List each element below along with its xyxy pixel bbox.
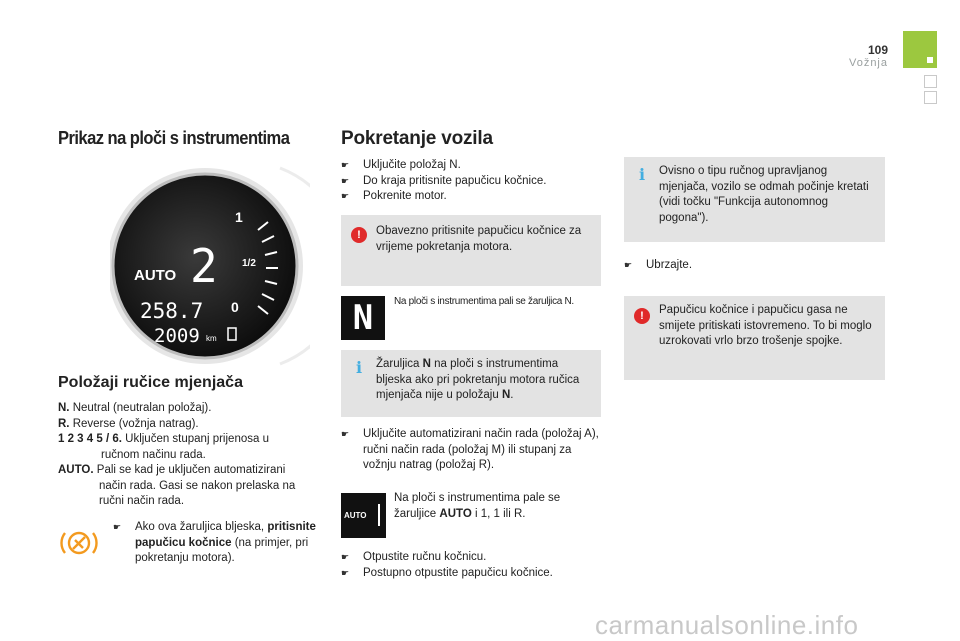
info-icon: i [638, 165, 646, 184]
nav-square [924, 91, 937, 104]
cluster-scale-half: 1/2 [242, 258, 256, 269]
brake-warning-text: ☛ Ako ova žaruljica bljeska, pritisnite papučicu kočnice (na primjer, pri pokretanju motora). [113, 520, 323, 567]
pedal-alert-text: Papučicu kočnice i papučicu gasa ne smijete pritiskati istovremeno. To bi moglo uzrokovati vrlo brzo trošenje spojke. [659, 304, 872, 347]
chapter-title: Vožnja [848, 57, 888, 69]
list-item: AUTO. Pali se kad je uključen automatizirani [58, 464, 286, 476]
list-item: ☛ Do kraja pritisnite papučicu kočnice. [341, 174, 601, 190]
list-item: N. Neutral (neutralan položaj). [58, 402, 212, 414]
watermark: carmanualsonline.info [595, 610, 859, 640]
info-icon: i [355, 358, 363, 377]
info-box-neutral [341, 350, 601, 417]
cluster-scale-0: 0 [231, 299, 239, 315]
pedal-alert-box [624, 296, 885, 380]
cluster-scale-1: 1 [235, 209, 243, 225]
start-steps [341, 158, 601, 205]
neutral-indicator-caption: Na ploči s instrumentima pali se žaruljica N. [394, 296, 574, 307]
warning-icon: ! [351, 227, 367, 243]
nav-square [924, 75, 937, 88]
brake-alert-text: Obavezno pritisnite papučicu kočnice za vrijeme pokretanja motora. [376, 225, 582, 253]
list-item: ručnom načinu rada. [101, 448, 206, 461]
accelerate-step: ☛ Ubrzajte. [624, 258, 884, 274]
neutral-indicator-image: N [341, 296, 385, 340]
cluster-gear-text: 2 [190, 239, 218, 293]
brake-alert-box [341, 215, 601, 286]
section-title-starting: Pokretanje vozila [341, 128, 493, 149]
page-number: 109 [867, 43, 888, 57]
list-item: 1 2 3 4 5 / 6. Uključen stupanj prijenosa u [58, 433, 269, 445]
list-item: način rada. Gasi se nakon prelaska na [99, 479, 296, 492]
brake-warning-icon [59, 527, 99, 559]
list-item: ☛ Postupno otpustite papučicu kočnice. [341, 566, 601, 582]
auto-indicator-image: AUTO [341, 493, 386, 538]
list-item: R. Reverse (vožnja natrag). [58, 417, 199, 430]
auto-indicator-caption: Na ploči s instrumentima pale se žaruljice AUTO i 1, 1 ili R. [394, 492, 561, 520]
release-steps [341, 550, 601, 581]
cluster-trip-text: 258.7 [140, 299, 204, 323]
subsection-gear-positions: Položaji ručice mjenjača [58, 374, 243, 391]
warning-icon: ! [634, 308, 650, 324]
section-title-dashboard: Prikaz na ploči s instrumentima [58, 128, 290, 148]
list-item: ručni način rada. [99, 495, 185, 507]
cluster-odo-text: 2009 [154, 325, 200, 347]
info-autonomous-text: Ovisno o tipu ručnog upravljanog mjenjača, vozilo se odmah počinje kretati (vidi točku "Funkcija autonomnog pogona"). [659, 165, 869, 224]
auto-mode-step: ☛ Uključite automatizirani način rada (položaj A), ručni način rada (položaj M) ili stupanj za vožnju natrag (položaj R). [341, 427, 603, 474]
list-item: ☛ Otpustite ručnu kočnicu. [341, 550, 601, 566]
cluster-unit-text: km [206, 334, 217, 343]
info-neutral-text: Žaruljica N na ploči s instrumentima bljeska ako pri pokretanju motora ručica mjenjača nije u položaju N. [376, 358, 580, 401]
instrument-cluster-image [110, 160, 310, 372]
gear-positions-list [58, 401, 318, 510]
info-box-autonomous [624, 157, 885, 242]
list-item: ☛ Uključite položaj N. [341, 158, 601, 174]
cluster-mode-text: AUTO [134, 267, 177, 284]
chapter-tab [903, 31, 937, 68]
list-item: ☛ Pokrenite motor. [341, 189, 601, 205]
